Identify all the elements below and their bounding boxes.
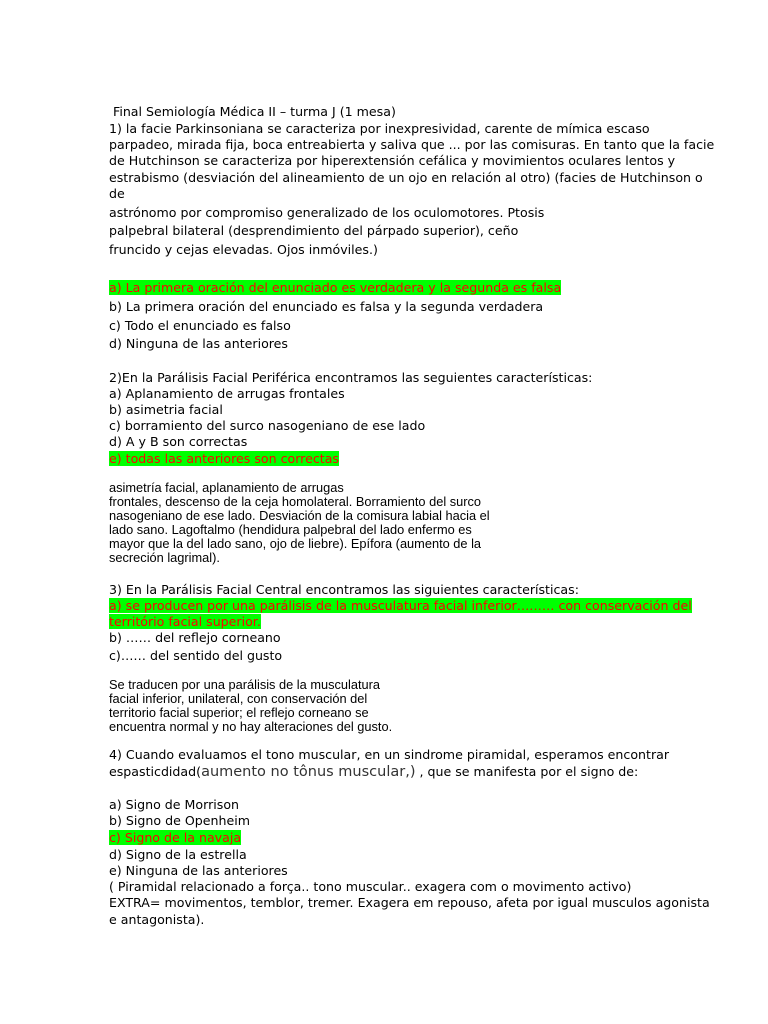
option: e) Ninguna de las anteriores (109, 863, 288, 878)
note-line: territorio facial superior; el reflejo corneano se (109, 705, 369, 720)
question-text-line: de (109, 186, 125, 201)
note-line: frontales, descenso de la ceja homolateral. Borramiento del surco (109, 494, 482, 509)
option-correct-answer (109, 830, 241, 846)
option-correct-answer (109, 598, 692, 614)
note-line: facial inferior, unilateral, con conservación del (109, 691, 368, 706)
note-line: encuentra normal y no hay alteraciones del gusto. (109, 719, 393, 734)
option: c) borramiento del surco nasogeniano de ese lado (109, 418, 426, 433)
note-line: e antagonista). (109, 912, 205, 927)
option: a) Signo de Morrison (109, 797, 240, 812)
note-line: asimetría facial, aplanamiento de arrugas (109, 480, 344, 495)
option-correct-answer-cont (109, 614, 261, 630)
question-text-start: espasticdidad( (109, 764, 202, 779)
option: d) A y B son correctas (109, 434, 248, 449)
portuguese-inline-note: aumento no tônus muscular,) (201, 764, 416, 780)
note-line: lado sano. Lagoftalmo (hendidura palpebral del lado enfermo es (109, 522, 472, 537)
note-line: mayor que la del lado sano, ojo de liebre). Epífora (aumento de la (109, 536, 482, 551)
option-correct-answer (109, 451, 339, 467)
highlighted-answer: c) Signo de la navaja (109, 830, 242, 845)
question-text-line: 4) Cuando evaluamos el tono muscular, en un sindrome piramidal, esperamos encontrar (109, 747, 670, 762)
question-text-line: de Hutchinson se caracteriza por hiperextensión cefálica y movimientos oculares lentos y (109, 153, 676, 168)
question-text-line (109, 764, 638, 780)
question-text-line: estrabismo (desviación del alineamiento de un ojo en relación al otro) (facies de Hutchinson o (109, 170, 703, 185)
option-correct-answer (109, 280, 561, 296)
note-line: nasogeniano de ese lado. Desviación de la comisura labial hacia el (109, 508, 490, 523)
question-text-line: 3) En la Parálisis Facial Central encontramos las siguientes características: (109, 582, 579, 597)
question-text-end: , que se manifesta por el signo de: (415, 764, 639, 779)
option: c)…… del sentido del gusto (109, 648, 283, 663)
question-text-line: 2)En la Parálisis Facial Periférica encontramos las seguientes características: (109, 370, 593, 385)
option: a) Aplanamiento de arrugas frontales (109, 386, 345, 401)
question-text-line: fruncido y cejas elevadas. Ojos inmóviles.) (109, 242, 378, 257)
note-line: EXTRA= movimentos, temblor, tremer. Exagera em repouso, afeta por igual musculos agonista (109, 895, 710, 910)
option: b) La primera oración del enunciado es falsa y la segunda verdadera (109, 299, 544, 314)
question-text-line: 1) la facie Parkinsoniana se caracteriza por inexpresividad, carente de mímica escaso (109, 121, 650, 136)
note-line: secreción lagrimal). (109, 550, 220, 565)
question-text-line: astrónomo por compromiso generalizado de los oculomotores. Ptosis (109, 205, 545, 220)
highlighted-answer: e) todas las anteriores son correctas (109, 451, 339, 466)
option: b) asimetria facial (109, 402, 223, 417)
highlighted-answer: a) La primera oración del enunciado es verdadera y la segunda es falsa (109, 280, 562, 295)
note-line: Se traducen por una parálisis de la musculatura (109, 677, 381, 692)
highlighted-answer: a) se producen por una parálisis de la musculatura facial inferior……… con conservación del (109, 598, 692, 613)
document-title: Final Semiología Médica II – turma J (1 mesa) (113, 104, 396, 119)
note-line: ( Piramidal relacionado a força.. tono muscular.. exagera com o movimento activo) (109, 879, 632, 894)
question-text-line: palpebral bilateral (desprendimiento del párpado superior), ceño (109, 223, 519, 238)
option: b) Signo de Openheim (109, 813, 250, 828)
option: b) …… del reflejo corneano (109, 630, 281, 645)
question-text-line: parpadeo, mirada fija, boca entreabierta y saliva que ... por las comisuras. En tanto que la facie (109, 137, 715, 152)
option: d) Signo de la estrella (109, 847, 247, 862)
option: c) Todo el enunciado es falso (109, 318, 291, 333)
option: d) Ninguna de las anteriores (109, 336, 288, 351)
highlighted-answer: território facial superior. (109, 614, 261, 629)
